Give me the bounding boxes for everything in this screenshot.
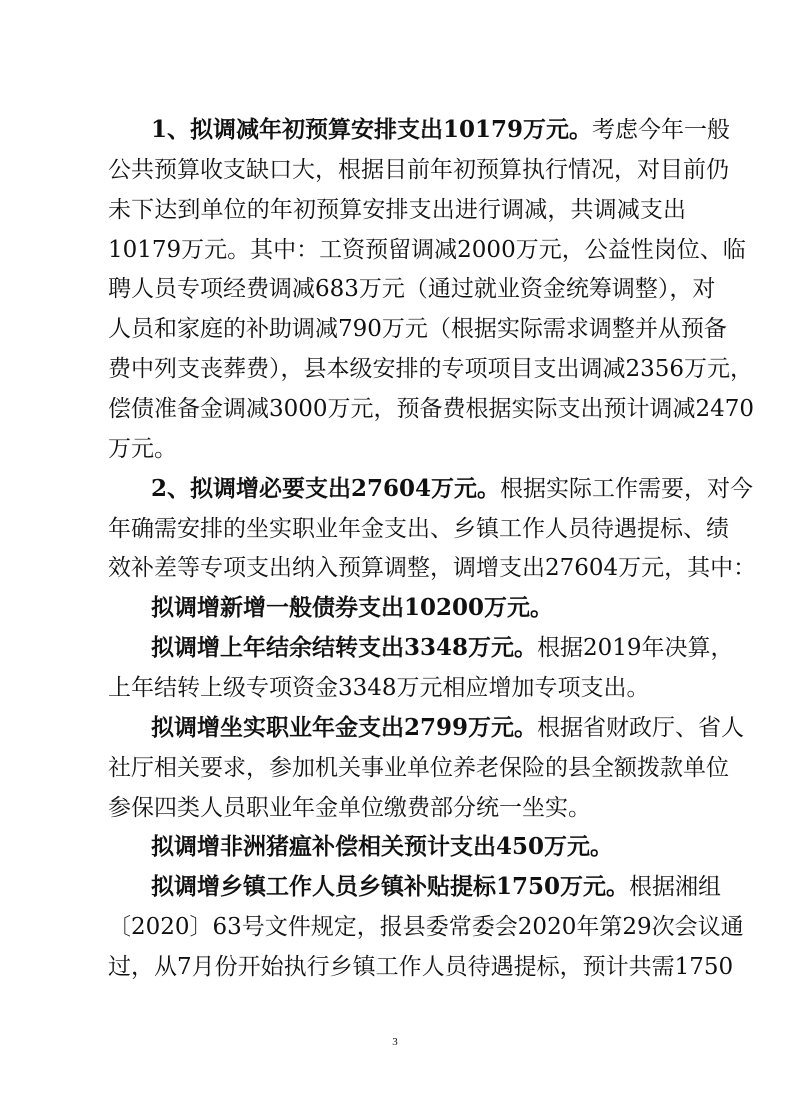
text-line: 2、拟调增必要支出27604万元。根据实际工作需要，对今 [151,475,754,502]
text-line: 〔2020〕63号文件规定，报县委常委会2020年第29次会议通 [108,914,744,940]
text-line: 1、拟调减年初预算安排支出10179万元。考虑今年一般 [151,116,731,143]
text-line: 上年结转上级专项资金3348万元相应增加专项支出。 [108,675,650,701]
text-line: 公共预算收支缺口大，根据目前年初预算执行情况，对目前仍 [108,157,729,183]
text-line: 年确需安排的坐实职业年金支出、乡镇工作人员待遇提标、绩 [108,516,729,542]
text-line: 万元。 [108,436,177,462]
text-line: 拟调增非洲猪瘟补偿相关预计支出450万元。 [151,833,614,860]
text-line: 效补差等专项支出纳入预算调整，调增支出27604万元，其中： [108,555,757,581]
text-line: 聘人员专项经费调减683万元（通过就业资金统筹调整），对 [108,276,716,302]
text-line: 拟调增新增一般债券支出10200万元。 [151,594,554,621]
text-line: 费中列支丧葬费），县本级安排的专项项目支出调减2356万元， [108,356,754,382]
text-line: 拟调增坐实职业年金支出2799万元。根据省财政厅、省人 [151,714,745,741]
text-line: 过，从7月份开始执行乡镇工作人员待遇提标，预计共需1750 [108,954,734,980]
text-line: 社厅相关要求，参加机关事业单位养老保险的县全额拨款单位 [108,755,729,781]
text-line: 拟调增乡镇工作人员乡镇补贴提标1750万元。根据湘组 [151,873,722,900]
text-line: 未下达到单位的年初预算安排支出进行调减，共调减支出 [108,197,686,223]
page-number: 3 [392,1036,398,1048]
text-line: 人员和家庭的补助调减790万元（根据实际需求调整并从预备 [108,316,727,342]
text-line: 拟调增上年结余结转支出3348万元。根据2019年决算， [151,634,734,661]
text-line: 偿债准备金调减3000万元，预备费根据实际支出预计调减2470 [108,396,755,422]
text-line: 10179万元。其中：工资预留调减2000万元，公益性岗位、临 [108,237,746,263]
text-line: 参保四类人员职业年金单位缴费部分统一坐实。 [108,795,591,821]
